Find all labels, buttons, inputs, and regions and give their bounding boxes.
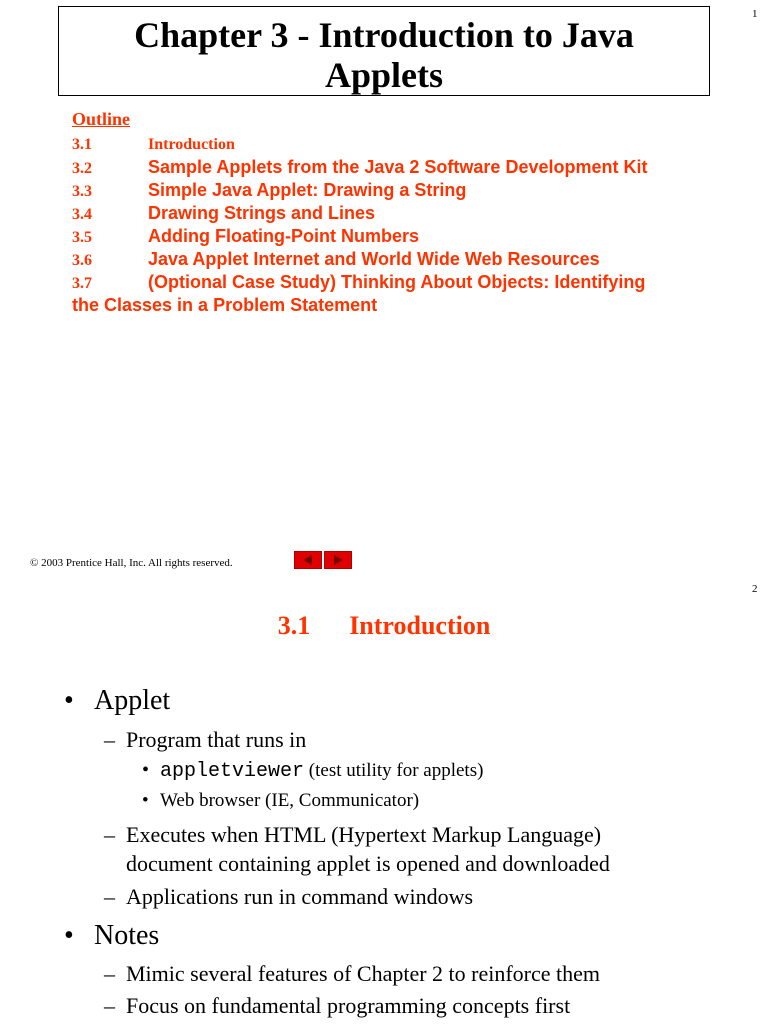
bullet-text: Applet: [94, 685, 171, 716]
bullet-level-1: [64, 920, 159, 952]
outline-number: 3.4: [72, 206, 92, 223]
outline-item: [72, 225, 419, 248]
bullet-text: Program that runs in: [126, 727, 307, 752]
bullet-level-3: [142, 759, 483, 783]
page-number: 1: [752, 8, 758, 20]
bullet-text: Web browser (IE, Communicator): [160, 790, 420, 811]
outline-item: [72, 156, 647, 179]
dash-icon: –: [104, 727, 115, 752]
bullet-level-2: [104, 727, 306, 753]
outline-number: 3.3: [72, 183, 92, 200]
outline-text: Simple Java Applet: Drawing a String: [148, 180, 467, 200]
bullet-dot-icon: •: [142, 759, 150, 781]
outline-text: Adding Floating-Point Numbers: [148, 226, 419, 246]
slide-title: [58, 6, 710, 96]
outline-number: 3.2: [72, 160, 92, 177]
next-slide-button[interactable]: [324, 551, 352, 569]
bullet-dot-icon: •: [64, 685, 74, 716]
outline-item: [72, 271, 645, 294]
outline-item: [72, 179, 466, 202]
bullet-continuation: document containing applet is opened and downloaded: [126, 851, 610, 876]
outline-number: 3.5: [72, 229, 92, 246]
bullet-level-3: [142, 790, 419, 812]
outline-item: [72, 202, 375, 225]
page-number: 2: [752, 583, 758, 595]
dash-icon: –: [104, 993, 115, 1018]
bullet-level-2: [104, 822, 601, 848]
bullet-level-2: [104, 961, 600, 987]
outline-item: [72, 133, 235, 156]
outline-text: Drawing Strings and Lines: [148, 203, 376, 223]
bullet-level-2: [104, 993, 570, 1019]
bullet-dot-icon: •: [64, 920, 74, 951]
outline-continuation: the Classes in a Problem Statement: [72, 295, 378, 315]
bullet-dot-icon: •: [142, 790, 149, 811]
bullet-text: Mimic several features of Chapter 2 to reinforce them: [126, 961, 601, 986]
prev-arrow-icon: [295, 552, 321, 568]
outline-text: Introduction: [148, 136, 235, 153]
prev-slide-button[interactable]: [294, 551, 322, 569]
code-text: appletviewer: [160, 760, 305, 783]
dash-icon: –: [104, 961, 115, 986]
outline-number: 3.7: [72, 275, 92, 292]
bullet-level-2: [104, 884, 473, 910]
outline-item: [72, 248, 600, 271]
bullet-level-1: [64, 685, 170, 717]
bullet-text: (test utility for applets): [304, 760, 484, 781]
dash-icon: –: [104, 884, 115, 909]
dash-icon: –: [104, 822, 115, 847]
section-title: 3.1 Introduction: [277, 611, 491, 640]
outline-number: 3.6: [72, 252, 92, 269]
outline-heading: Outline: [72, 109, 131, 129]
bullet-text: Executes when HTML (Hypertext Markup Language): [126, 822, 602, 847]
outline-text: Sample Applets from the Java 2 Software Development Kit: [148, 157, 648, 177]
outline-text: (Optional Case Study) Thinking About Objects: Identifying: [148, 272, 646, 292]
bullet-text: Focus on fundamental programming concepts first: [126, 993, 571, 1018]
bullet-text: Notes: [94, 920, 160, 951]
title-line-1: Chapter 3 - Introduction to Java: [134, 15, 634, 55]
bullet-text: Applications run in command windows: [126, 884, 474, 909]
outline-number: 3.1: [72, 136, 92, 153]
copyright-notice: © 2003 Prentice Hall, Inc. All rights reserved.: [30, 557, 233, 569]
title-line-2: Applets: [324, 55, 444, 95]
next-arrow-icon: [325, 552, 351, 568]
outline-text: Java Applet Internet and World Wide Web Resources: [148, 249, 600, 269]
